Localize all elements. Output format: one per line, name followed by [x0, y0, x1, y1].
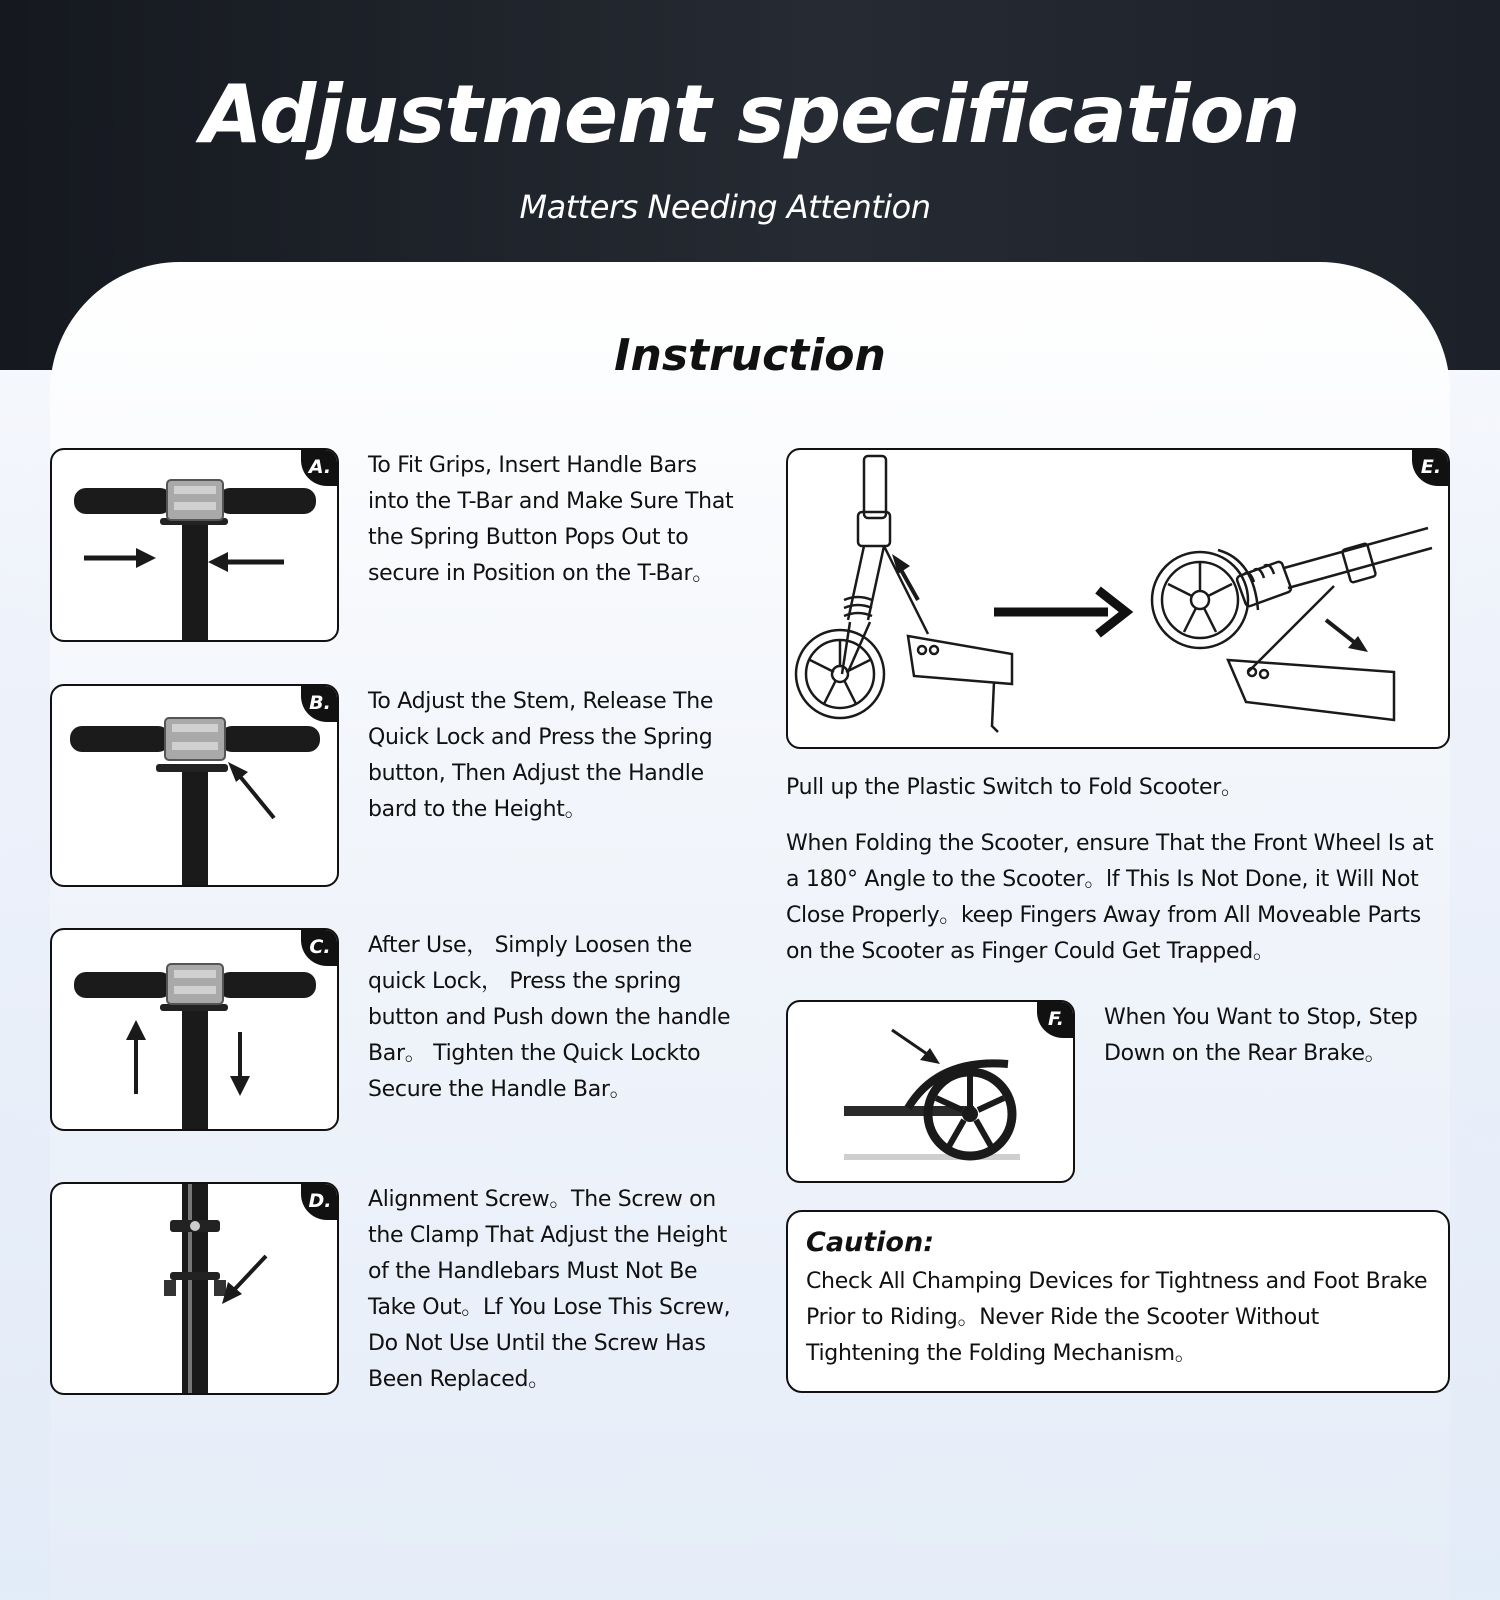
rear-brake-illustration	[788, 1002, 1075, 1183]
step-f-text: When You Want to Stop, Step Down on the Rear Brake。	[1104, 1005, 1418, 1066]
unfolded-scooter-drawing	[796, 456, 1012, 732]
step-d-image	[50, 1182, 339, 1395]
folding-scooter-illustration	[788, 450, 1450, 749]
stem-release-illustration	[52, 686, 339, 887]
step-c-text: After Use， Simply Loosen the quick Lock， Press the spring button and Push down the handle Bar。 Tighten the Quick Lockto Secure the Handle Bar。	[368, 933, 731, 1102]
folded-scooter-drawing	[1152, 528, 1432, 720]
step-a-text: To Fit Grips, Insert Handle Bars into the T-Bar and Make Sure That the Spring Button Pops Out to secure in Position on the T-Bar。	[368, 453, 734, 586]
step-f-badge: F.	[1037, 1000, 1075, 1038]
step-e-badge: E.	[1412, 448, 1450, 486]
step-b-image	[50, 684, 339, 887]
step-b-text: To Adjust the Stem, Release The Quick Lock and Press the Spring button, Then Adjust the Handle bard to the Height。	[368, 689, 714, 822]
step-f-image	[786, 1000, 1075, 1183]
alignment-screw-illustration	[52, 1184, 339, 1395]
caution-box	[786, 1210, 1450, 1393]
step-b-badge: B.	[301, 684, 339, 722]
step-d-badge: D.	[301, 1182, 339, 1220]
push-down-handlebar-illustration	[52, 930, 339, 1131]
step-e-text: Pull up the Plastic Switch to Fold Scooter。	[786, 775, 1243, 800]
step-d-text: Alignment Screw。The Screw on the Clamp That Adjust the Height of the Handlebars Must Not Be Take Out。Lf You Lose This Screw, Do Not Use Until the Screw Has Been Replaced。	[368, 1187, 731, 1392]
step-e-warning-text: When Folding the Scooter, ensure That the Front Wheel Is at a 180° Angle to the Scooter。lf This Is Not Done, it Will Not Close Properly。keep Fingers Away from All Moveable Parts on the Scooter as Finger Could Get Trapped。	[786, 831, 1434, 964]
caution-title: Caution:	[806, 1227, 934, 1258]
step-e-image	[786, 448, 1450, 749]
step-c-badge: C.	[301, 928, 339, 966]
section-title: Instruction	[614, 330, 886, 381]
handlebar-grips-illustration	[52, 450, 339, 642]
page-subtitle: Matters Needing Attention	[519, 188, 931, 226]
step-c-image	[50, 928, 339, 1131]
page-title: Adjustment specification	[200, 68, 1300, 161]
step-a-image	[50, 448, 339, 642]
step-a-badge: A.	[301, 448, 339, 486]
caution-text: Check All Champing Devices for Tightness and Foot Brake Prior to Riding。Never Ride the Scooter Without Tightening the Folding Mechanism。	[806, 1269, 1428, 1366]
